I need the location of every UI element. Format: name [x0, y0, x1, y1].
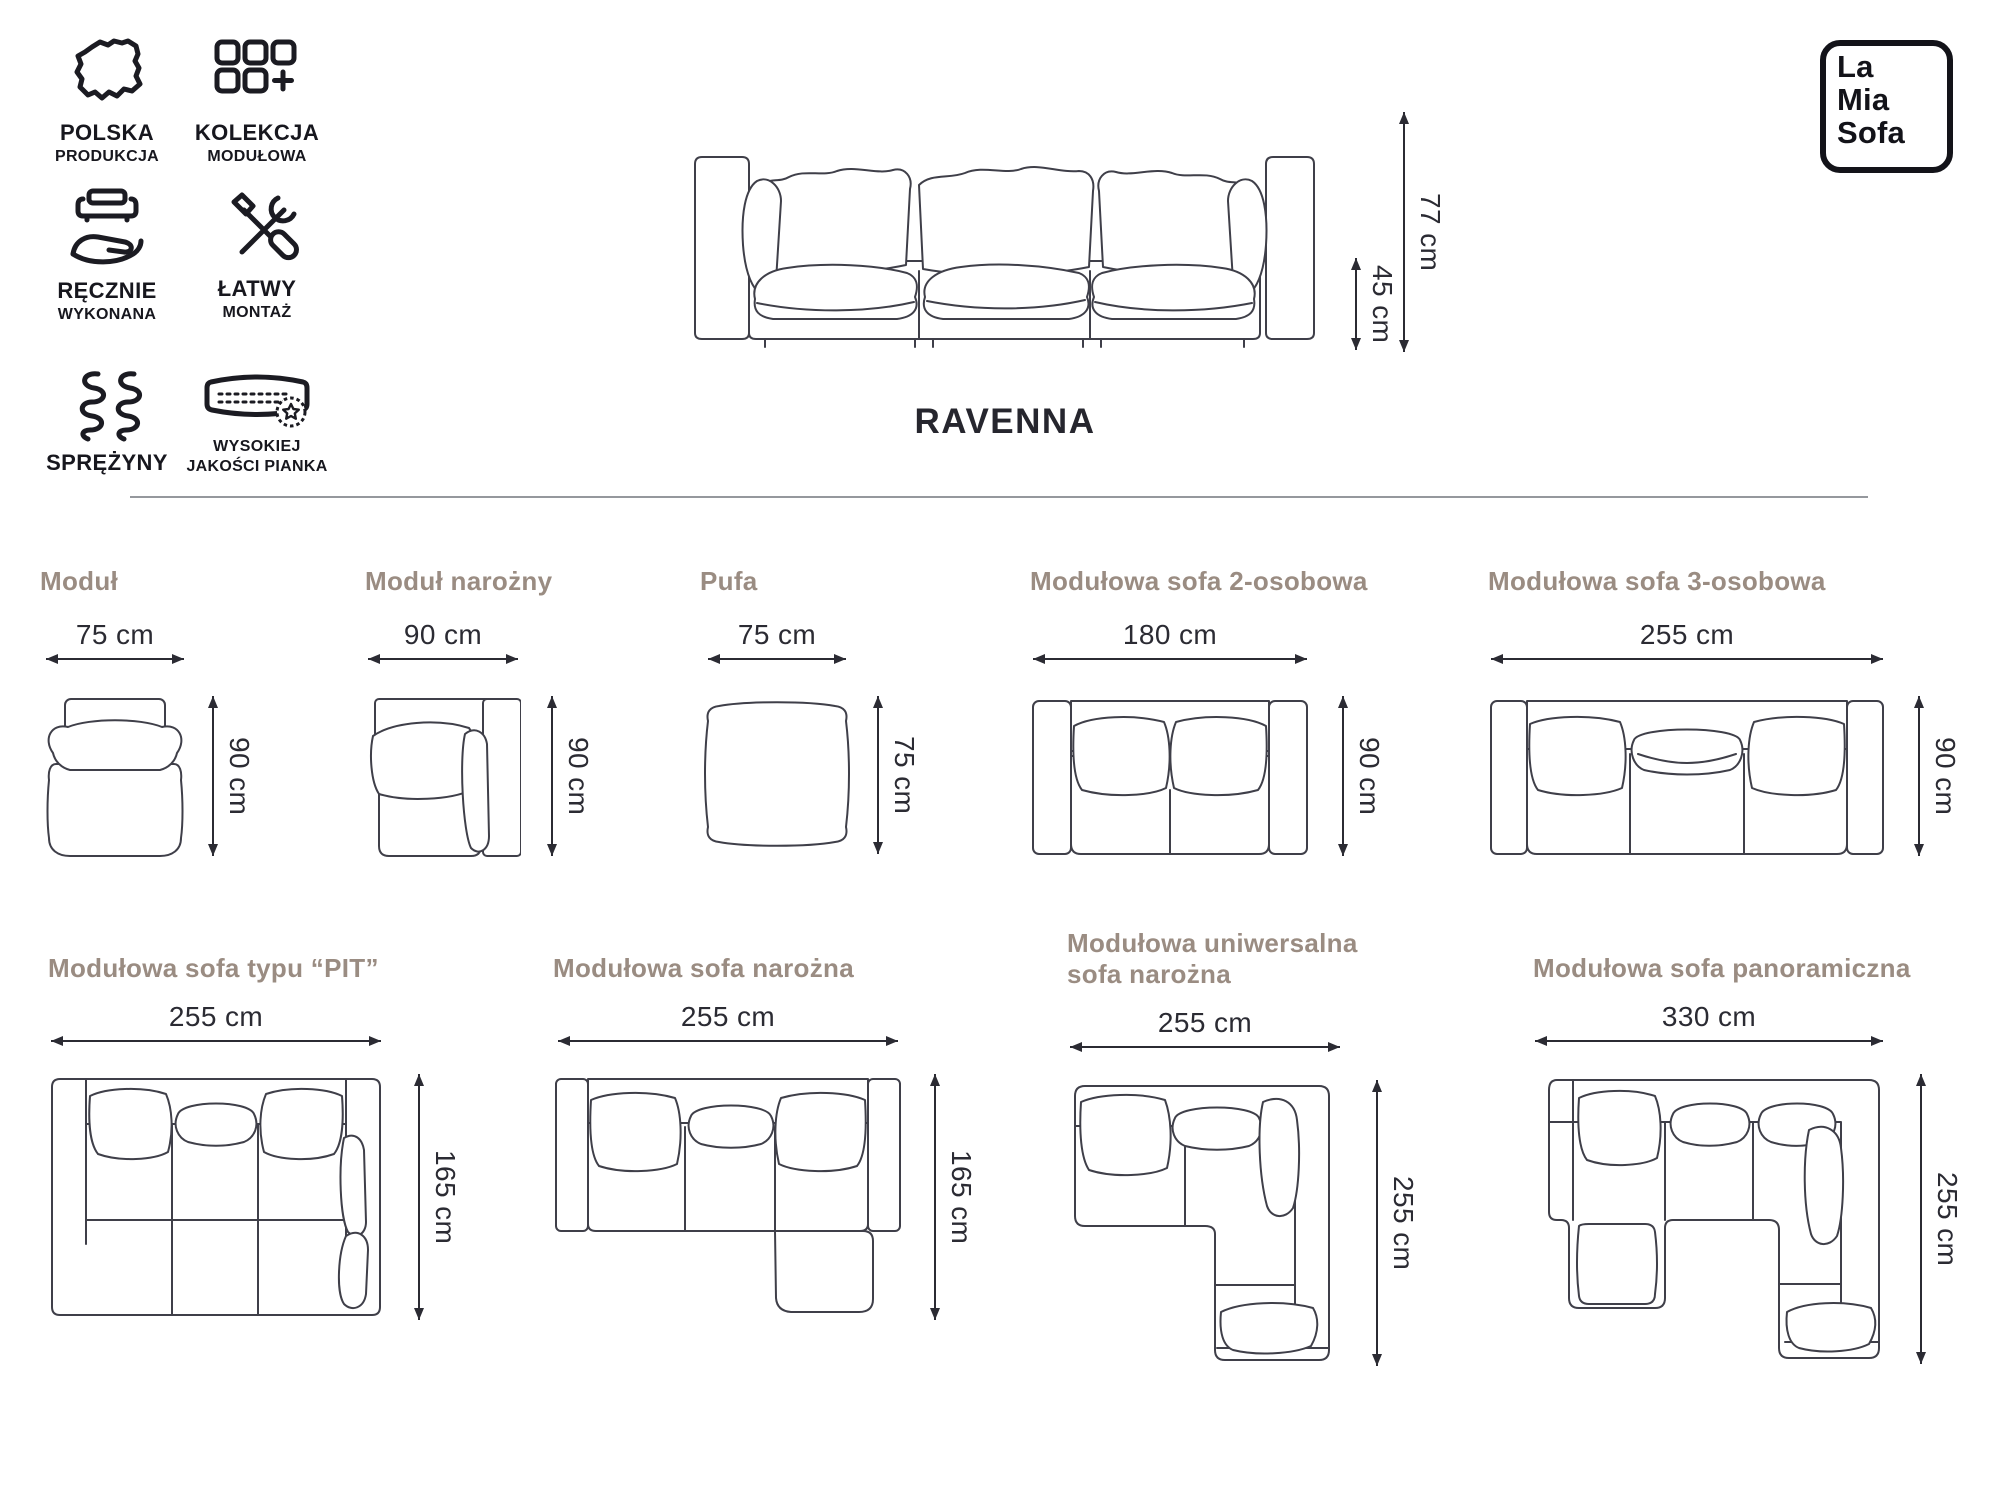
tools-icon — [214, 186, 300, 270]
product-title: Pufa — [700, 566, 758, 596]
feature-recznie-wykonana — [36, 186, 178, 366]
height-dimension — [934, 1074, 977, 1320]
width-dimension — [368, 619, 518, 660]
handmade-sofa-hand-icon — [61, 186, 153, 272]
universal-corner-sofa-top-view-drawing — [1067, 1080, 1343, 1370]
feature-line1: POLSKA — [59, 120, 155, 145]
seat-height-dimension — [1355, 258, 1398, 350]
product-card-sofa-pit — [48, 928, 461, 1320]
height-dimension — [877, 696, 920, 854]
width-dimension — [708, 619, 846, 660]
sofa-front-view-drawing — [687, 85, 1322, 350]
seat-height-value: 45 cm — [1367, 264, 1398, 344]
feature-grid — [36, 34, 330, 478]
feature-line2: JAKOŚCI PIANKA — [186, 458, 328, 475]
total-height-dimension — [1403, 112, 1446, 352]
product-title: Modułowa uniwersalna sofa narożna — [1067, 928, 1358, 989]
width-arrow — [1033, 658, 1307, 660]
product-title: Modułowa sofa typu “PIT” — [48, 953, 379, 983]
logo-line: Mia — [1837, 81, 1890, 117]
width-arrow — [46, 658, 184, 660]
product-card-modul — [40, 566, 255, 859]
height-value: 90 cm — [1354, 736, 1385, 816]
height-value: 75 cm — [889, 735, 920, 815]
product-card-sofa-uniwersalna-narozna — [1067, 928, 1419, 1370]
seat-height-arrow — [1355, 258, 1357, 350]
feature-line1: KOLEKCJA — [194, 120, 320, 145]
module-top-view-drawing — [40, 696, 190, 859]
height-arrow — [418, 1074, 420, 1320]
feature-line1: WYSOKIEJ — [213, 438, 301, 455]
panoramic-sofa-top-view-drawing — [1533, 1074, 1885, 1367]
width-arrow — [1070, 1046, 1340, 1048]
product-card-sofa-2-osobowa — [1030, 566, 1385, 859]
feature-line1: SPRĘŻYNY — [46, 450, 168, 475]
feature-kolekcja-modulowa — [184, 34, 330, 186]
feature-line1: RĘCZNIE — [57, 278, 157, 303]
total-height-arrow — [1403, 112, 1405, 352]
width-value: 255 cm — [1157, 1007, 1253, 1038]
width-value: 330 cm — [1661, 1001, 1757, 1032]
feature-polska-produkcja — [36, 34, 178, 186]
height-dimension — [551, 696, 594, 856]
width-arrow — [1535, 1040, 1883, 1042]
brand-logo — [1820, 40, 1953, 173]
product-card-pufa — [700, 566, 920, 856]
height-arrow — [212, 696, 214, 856]
width-dimension — [1535, 1001, 1883, 1042]
height-value: 90 cm — [224, 736, 255, 816]
height-arrow — [877, 696, 879, 854]
width-arrow — [51, 1040, 381, 1042]
height-arrow — [551, 696, 553, 856]
product-title: Moduł — [40, 566, 119, 596]
width-dimension — [1491, 619, 1883, 660]
width-arrow — [368, 658, 518, 660]
width-arrow — [1491, 658, 1883, 660]
feature-line2: WYKONANA — [57, 306, 157, 323]
width-value: 255 cm — [1639, 619, 1735, 650]
divider-line — [130, 496, 1868, 498]
corner-module-top-view-drawing — [365, 696, 521, 859]
height-value: 90 cm — [563, 736, 594, 816]
height-arrow — [1342, 696, 1344, 856]
product-card-modul-narozny — [365, 566, 594, 859]
product-card-sofa-narozna — [553, 928, 977, 1320]
width-value: 75 cm — [737, 619, 817, 650]
height-dimension — [418, 1074, 461, 1320]
height-dimension — [1376, 1080, 1419, 1366]
height-value: 165 cm — [946, 1149, 977, 1245]
logo-line: La — [1837, 49, 1874, 84]
height-dimension — [1342, 696, 1385, 856]
modular-collection-icon — [209, 34, 305, 114]
height-value: 255 cm — [1388, 1175, 1419, 1271]
product-title: Modułowa sofa narożna — [553, 953, 854, 983]
product-title: Modułowa sofa 2-osobowa — [1030, 566, 1368, 596]
product-card-sofa-3-osobowa — [1488, 566, 1961, 859]
total-height-value: 77 cm — [1415, 192, 1446, 272]
height-value: 165 cm — [430, 1149, 461, 1245]
product-name: RAVENNA — [914, 402, 1096, 441]
product-card-sofa-panoramiczna — [1533, 928, 1963, 1367]
logo-line: Sofa — [1837, 114, 1905, 150]
feature-line2: MONTAŻ — [222, 304, 292, 321]
product-title: Modułowa sofa 3-osobowa — [1488, 566, 1826, 596]
width-value: 255 cm — [168, 1001, 264, 1032]
height-dimension — [212, 696, 255, 856]
sofa-pit-top-view-drawing — [48, 1074, 384, 1320]
height-dimension — [1920, 1074, 1963, 1364]
width-arrow — [708, 658, 846, 660]
product-title: Moduł narożny — [365, 566, 553, 596]
width-dimension — [51, 1001, 381, 1042]
width-value: 90 cm — [403, 619, 483, 650]
height-value: 90 cm — [1930, 736, 1961, 816]
height-value: 255 cm — [1932, 1171, 1963, 1267]
feature-sprezyny — [36, 366, 178, 478]
feature-line2: MODUŁOWA — [207, 148, 307, 165]
feature-line1: ŁATWY — [217, 276, 297, 301]
foam-quality-icon — [201, 366, 313, 434]
width-value: 180 cm — [1122, 619, 1218, 650]
width-value: 75 cm — [75, 619, 155, 650]
height-arrow — [934, 1074, 936, 1320]
pouf-top-view-drawing — [700, 696, 853, 856]
sofa-2-top-view-drawing — [1030, 696, 1310, 859]
height-arrow — [1918, 696, 1920, 856]
springs-icon — [62, 366, 152, 444]
poland-map-icon — [61, 34, 153, 114]
feature-line2: PRODUKCJA — [54, 148, 160, 165]
width-dimension — [1033, 619, 1307, 660]
height-arrow — [1920, 1074, 1922, 1364]
width-arrow — [558, 1040, 898, 1042]
feature-wysokiej-jakosci-pianka — [184, 366, 330, 478]
height-dimension — [1918, 696, 1961, 856]
corner-sofa-top-view-drawing — [553, 1074, 903, 1320]
width-dimension — [46, 619, 184, 660]
sofa-3-top-view-drawing — [1488, 696, 1886, 859]
height-arrow — [1376, 1080, 1378, 1366]
product-title: Modułowa sofa panoramiczna — [1533, 953, 1911, 983]
width-dimension — [1070, 1007, 1340, 1048]
width-value: 255 cm — [680, 1001, 776, 1032]
width-dimension — [558, 1001, 898, 1042]
feature-latwy-montaz — [184, 186, 330, 366]
